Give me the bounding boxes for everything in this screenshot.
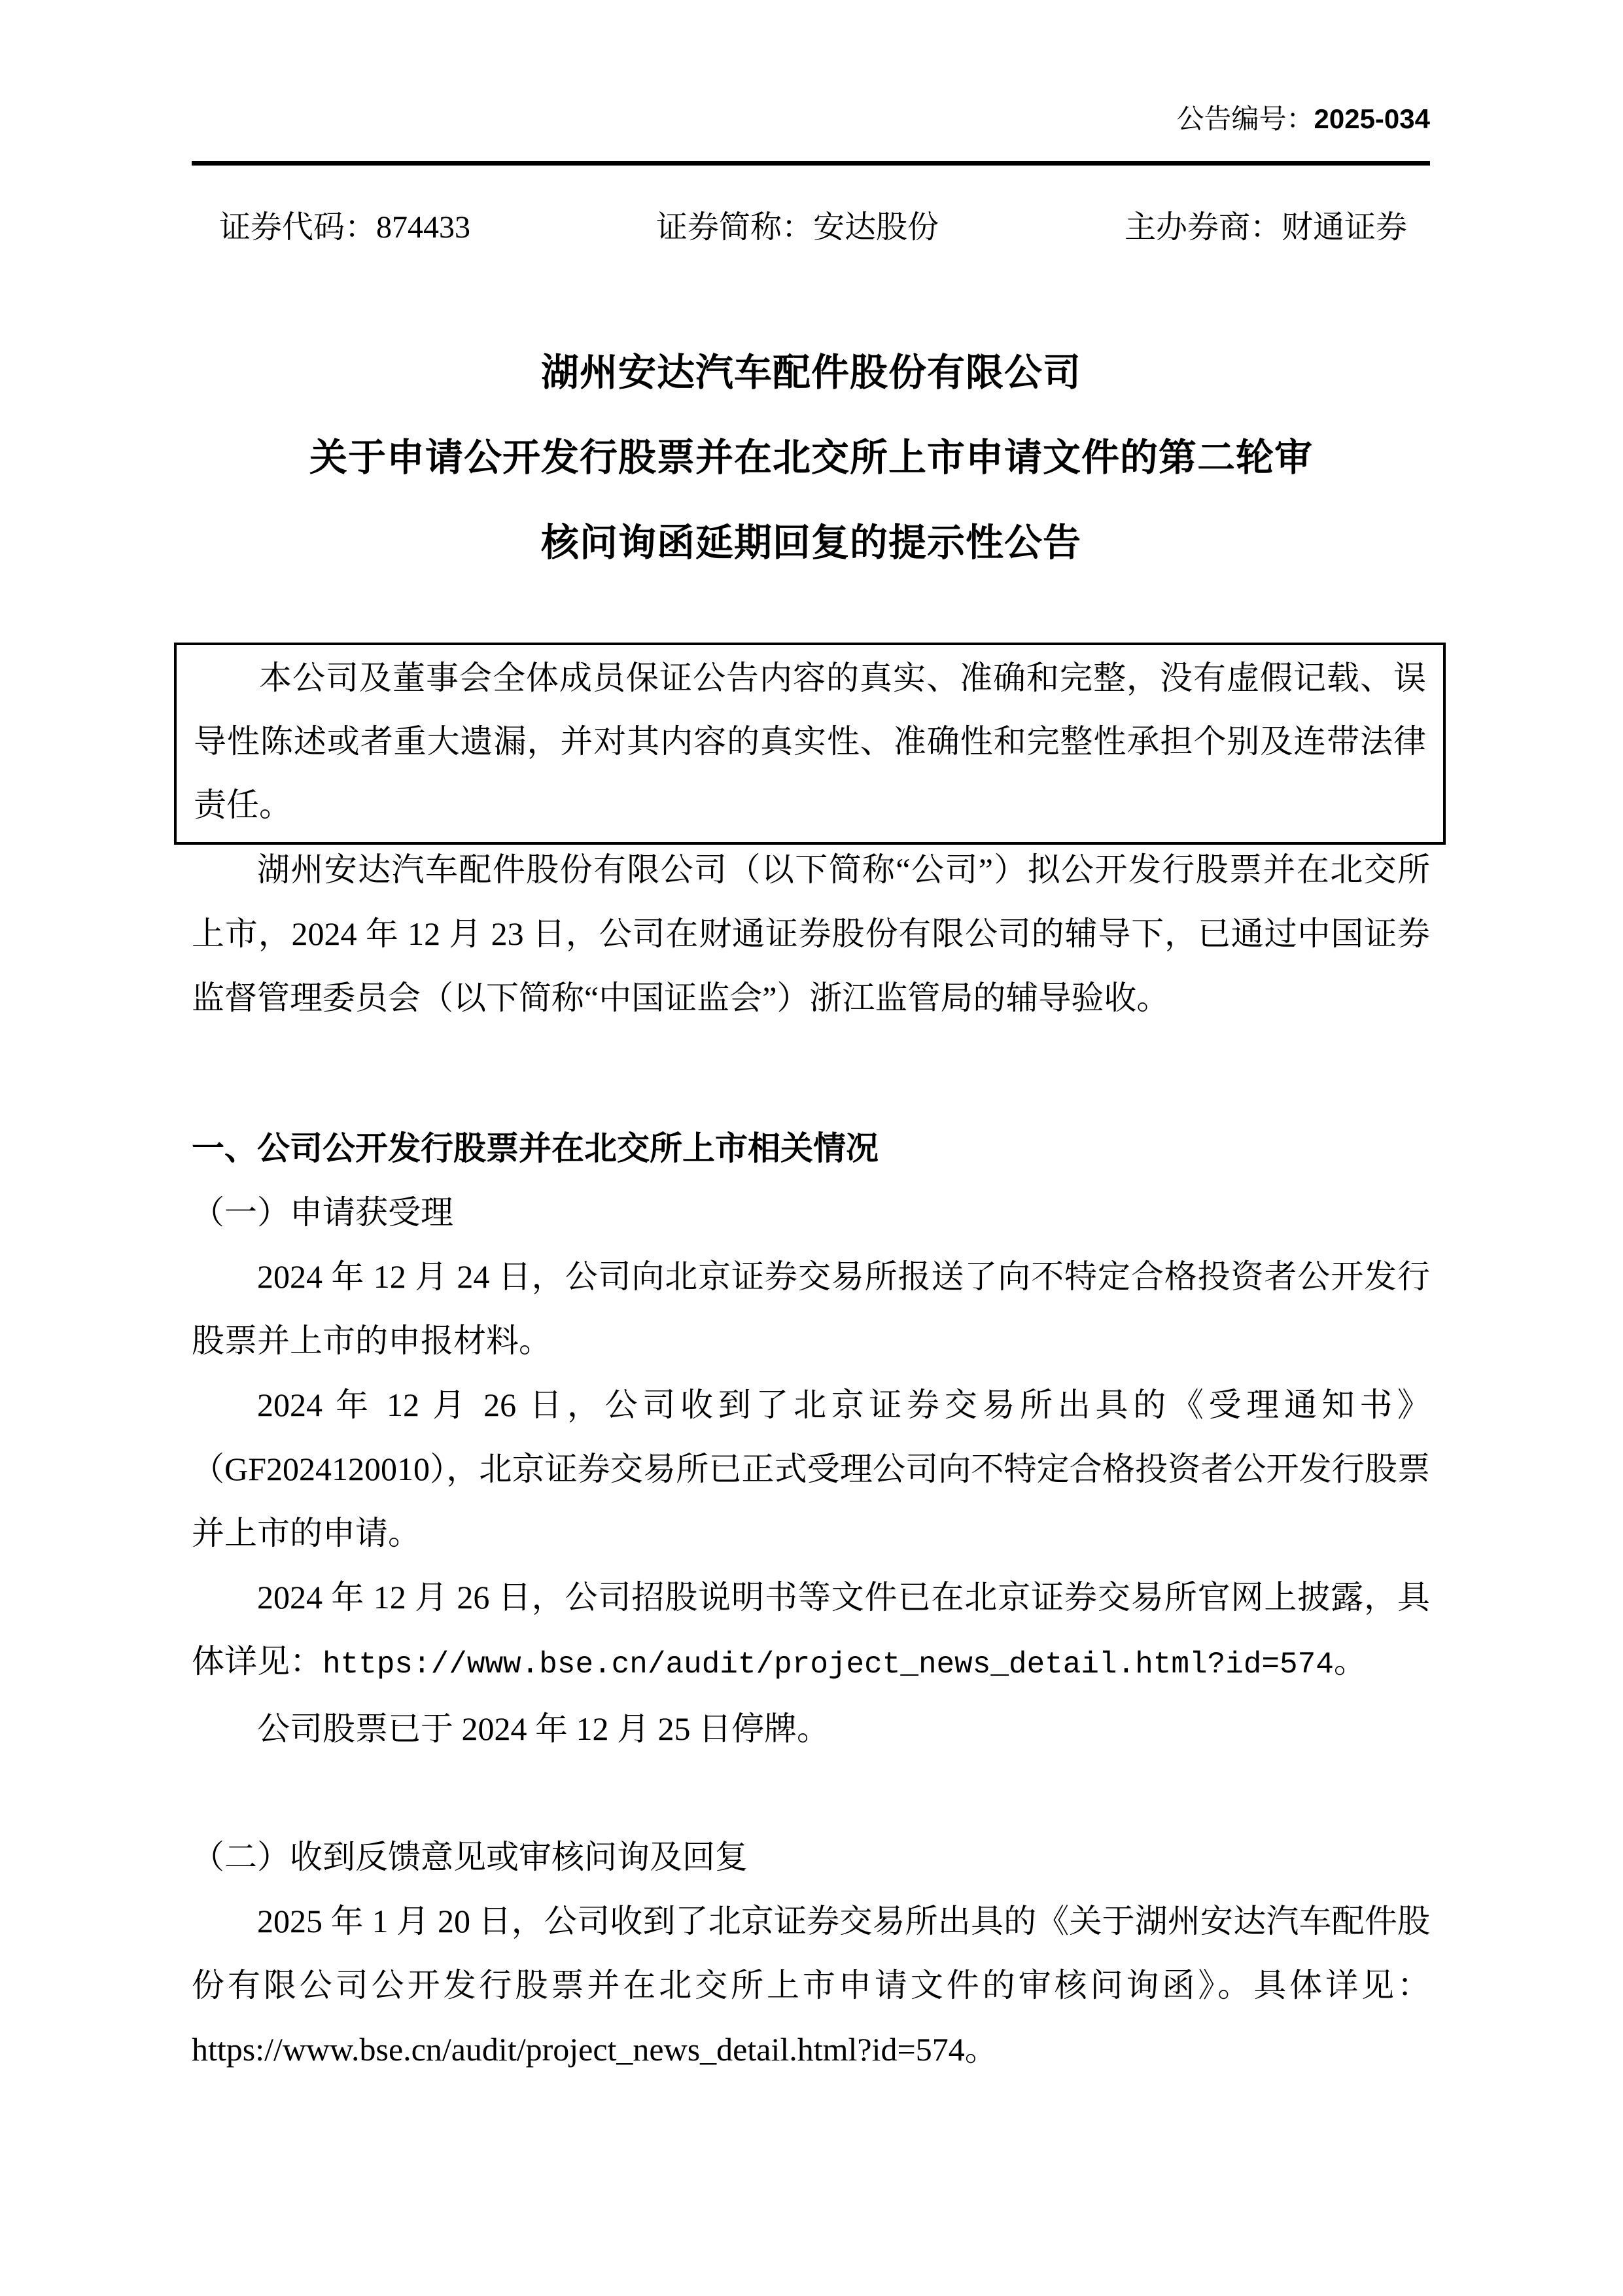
paragraph-disclosure	[192, 1565, 1430, 1697]
section-1-2-heading: （二）收到反馈意见或审核问询及回复	[192, 1839, 748, 1875]
paragraph-acceptance: 2024 年 12 月 26 日，公司收到了北京证券交易所出具的《受理通知书》（GF2024120010），北京证券交易所已正式受理公司向不特定合格投资者公开发行股票并上市的申请。	[192, 1386, 1430, 1551]
paragraph-inquiry-text: 2025 年 1 月 20 日，公司收到了北京证券交易所出具的《关于湖州安达汽车配件股份有限公司公开发行股票并在北交所上市申请文件的审核问询函》。具体详见：	[192, 1903, 1430, 2004]
header-divider-line	[192, 161, 1430, 166]
section-1-heading: 一、公司公开发行股票并在北交所上市相关情况	[192, 1130, 879, 1167]
title-line-subject-2: 核问询函延期回复的提示性公告	[540, 521, 1081, 564]
bse-inquiry-url: https://www.bse.cn/audit/project_news_detail.html?id=574	[192, 2031, 965, 2068]
paragraph-inquiry	[192, 1889, 1430, 2081]
title-line-subject-1: 关于申请公开发行股票并在北交所上市申请文件的第二轮审	[309, 436, 1313, 479]
bse-disclosure-url: https://www.bse.cn/audit/project_news_detail.html?id=574	[323, 1648, 1334, 1682]
securities-info-bar	[219, 207, 1407, 249]
board-declaration-box	[174, 643, 1446, 845]
board-declaration-text: 本公司及董事会全体成员保证公告内容的真实、准确和完整，没有虚假记载、误导性陈述或者重大遗漏，并对其内容的真实性、准确性和完整性承担个别及连带法律责任。	[194, 660, 1426, 823]
title-line-company: 湖州安达汽车配件股份有限公司	[540, 351, 1081, 394]
stock-code-text: 证券代码：874433	[219, 210, 471, 245]
document-body	[192, 838, 1430, 2081]
sponsor-broker-text: 主办券商：财通证券	[1124, 210, 1407, 245]
announcement-number-label: 公告编号：	[1176, 105, 1314, 135]
stock-short-name-text: 证券简称：安达股份	[655, 210, 939, 245]
paragraph-disclosure-text: 2024 年 12 月 26 日，公司招股说明书等文件已在北京证券交易所官网上披露，具体详见：	[192, 1579, 1430, 1680]
announcement-number	[1176, 99, 1430, 139]
paragraph-inquiry-period: 。	[964, 2031, 998, 2068]
paragraph-filing: 2024 年 12 月 24 日，公司向北京证券交易所报送了向不特定合格投资者公开发行股票并上市的申报材料。	[192, 1258, 1430, 1359]
paragraph-suspension: 公司股票已于 2024 年 12 月 25 日停牌。	[257, 1710, 829, 1747]
document-title	[92, 330, 1531, 586]
announcement-number-value: 2025-034	[1314, 103, 1430, 134]
paragraph-disclosure-period: 。	[1333, 1643, 1367, 1680]
intro-paragraph: 湖州安达汽车配件股份有限公司（以下简称“公司”）拟公开发行股票并在北交所上市，2024 年 12 月 23 日，公司在财通证券股份有限公司的辅导下，已通过中国证券监督管理委员会（以下简称“中国证监会”）浙江监管局的辅导验收。	[192, 851, 1430, 1016]
section-1-1-heading: （一）申请获受理	[192, 1194, 453, 1231]
